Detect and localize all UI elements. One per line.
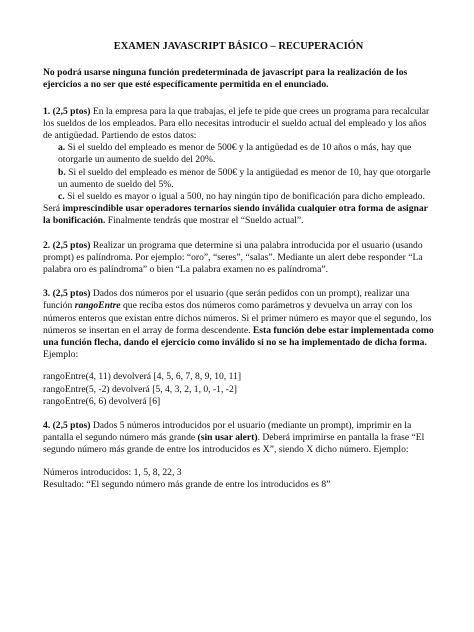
question-3-number: 3. (2,5 ptos) (43, 288, 91, 300)
question-1-closing-pre: Será (43, 203, 63, 215)
question-1-option-b (58, 167, 434, 191)
question-3-tail: Ejemplo: (43, 349, 79, 361)
question-3-example: rangoEntre(6, 6) devolverá [6] (43, 395, 161, 407)
question-4-example: Números introducidos: 1, 5, 8, 22, 3 (43, 466, 182, 478)
question-1-closing (43, 203, 434, 227)
question-1-statement (43, 106, 434, 143)
option-text: Si el sueldo es mayor o igual a 500, no hay ningún tipo de bonificación para dicho empleado. (64, 191, 425, 203)
question-1-option-c (58, 191, 434, 203)
question-4-number: 4. (2,5 ptos) (43, 420, 91, 432)
question-1-closing-post: Finalmente tendrás que mostrar el “Sueldo actual”. (105, 215, 304, 227)
question-4 (43, 420, 434, 491)
question-1 (43, 106, 434, 228)
question-3-bold: Esta función debe estar implementada como una función flecha, dando el ejercicio como inválido si no se ha implementado de dicha forma. (43, 324, 434, 349)
option-label: c. (58, 191, 65, 203)
question-3-function-name: rangoEntre (74, 300, 121, 312)
option-label: a. (58, 142, 66, 154)
exam-title: EXAMEN JAVASCRIPT BÁSICO – RECUPERACIÓN (113, 41, 364, 52)
option-text: Si el sueldo del empleado es menor de 500€ y la antigüedad es menor de 10, hay que otorgarle un aumento de sueldo del 5%. (58, 166, 431, 190)
question-1-option-a (58, 142, 434, 166)
question-4-statement (43, 420, 434, 457)
option-label: b. (58, 166, 66, 178)
question-2-text: Realizar un programa que determine si una palabra introducida por el usuario (usando prompt) es palíndroma. Por ejemplo: “oro”, “seres”, “salas”. Mediante un alert debe responder “La palabra oro es palíndroma” o bien “La palabra examen no es palíndroma”. (43, 239, 423, 276)
question-1-closing-bold: imprescindible usar operadores ternarios siendo inválida cualquier otra forma de asignar la bonificación. (43, 203, 428, 227)
question-4-text-b: . Deberá imprimirse en pantalla la frase “El segundo número más grande de entre los introducidos es X”, siendo X dicho número. Ejemplo: (43, 432, 425, 456)
question-4-example: Resultado: “El segundo número más grande de entre los introducidos es 8” (43, 478, 331, 490)
question-3-text-a: Dados dos números por el usuario (que serán pedidos con un prompt), realizar una función (43, 288, 410, 312)
question-4-bold: (sin usar alert) (197, 432, 258, 444)
question-3-text-b: que reciba estos dos números como parámetros y devuelva un array con los números enteros que existan entre dichos números. Si el primer número es mayor que el segundo, los números se insertan en el array de forma descendente. (43, 300, 432, 336)
exam-intro: No podrá usarse ninguna función predeterminada de javascript para la realización de los ejercicios a no ser que esté específicamente permitida en el enunciado. (43, 67, 408, 91)
option-text: Si el sueldo del empleado es menor de 500€ y la antigüedad es de 10 años o más, hay que otorgarle un aumento de sueldo del 20%. (58, 142, 412, 166)
question-2 (43, 240, 434, 277)
question-4-text-a: Dados 5 números introducidos por el usuario (mediante un prompt), imprimir en la pantalla el segundo número más grande (43, 420, 412, 444)
question-3-example: rangoEntre(4, 11) devolverá [4, 5, 6, 7, 8, 9, 10, 11] (43, 371, 242, 383)
question-1-number: 1. (2,5 ptos) (43, 105, 91, 117)
question-3 (43, 288, 434, 408)
question-3-statement (43, 288, 434, 361)
question-1-text: En la empresa para la que trabajas, el jefe te pide que crees un programa para recalcular los sueldos de los empleados. Para ello necesitas introducir el sueldo actual del empleado y los años de antigüedad. Partiendo de estos datos: (43, 105, 430, 142)
question-3-example: rangoEntre(5, -2) devolverá [5, 4, 3, 2, 1, 0, -1, -2] (43, 383, 237, 395)
question-2-number: 2. (2,5 ptos) (43, 239, 91, 251)
